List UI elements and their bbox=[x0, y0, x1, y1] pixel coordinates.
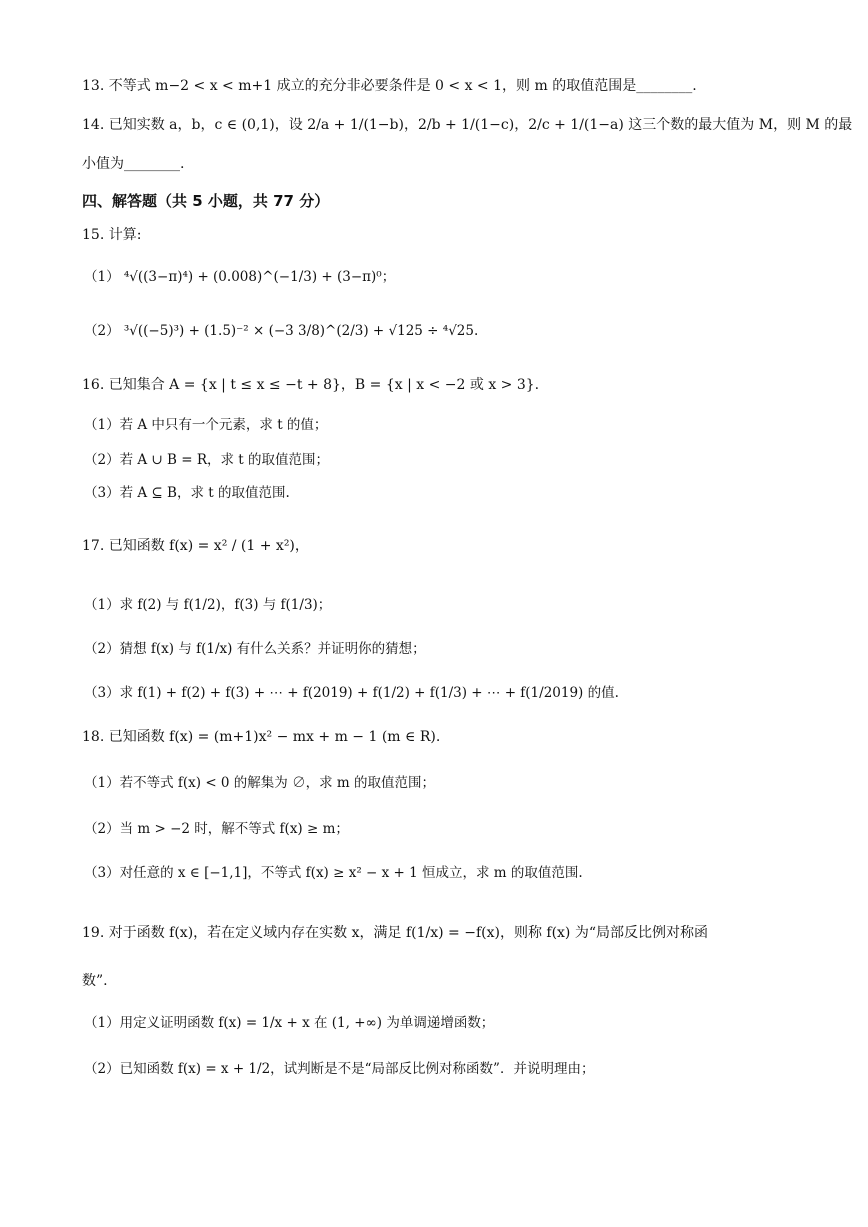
question-17-part-1: （1）求 f(2) 与 f(1/2)，f(3) 与 f(1/3)； bbox=[84, 597, 332, 613]
question-18-part-1: （1）若不等式 f(x) < 0 的解集为 ∅，求 m 的取值范围； bbox=[84, 775, 435, 791]
question-17-part-2: （2）猜想 f(x) 与 f(1/x) 有什么关系？并证明你的猜想； bbox=[84, 641, 426, 657]
question-13: 13. 不等式 m−2 < x < m+1 成立的充分非必要条件是 0 < x < 1，则 m 的取值范围是________. bbox=[82, 78, 697, 94]
question-17-stem: 17. 已知函数 f(x) = x² / (1 + x²)， bbox=[82, 538, 309, 554]
question-17-part-3: （3）求 f(1) + f(2) + f(3) + ⋯ + f(2019) + f(1/2) + f(1/3) + ⋯ + f(1/2019) 的值. bbox=[84, 685, 619, 701]
question-16-part-1: （1）若 A 中只有一个元素，求 t 的值； bbox=[84, 417, 328, 433]
section-4-heading: 四、解答题（共 5 小题，共 77 分） bbox=[82, 192, 330, 210]
question-14-line-2: 小值为________. bbox=[82, 156, 185, 172]
question-15-part-1: （1） ⁴√((3−π)⁴) + (0.008)^(−1/3) + (3−π)⁰； bbox=[84, 269, 396, 285]
question-15-stem: 15. 计算: bbox=[82, 227, 142, 243]
question-19-stem-line-1: 19. 对于函数 f(x)，若在定义域内存在实数 x，满足 f(1/x) = −f(x)，则称 f(x) 为“局部反比例对称函 bbox=[82, 925, 709, 941]
question-15-part-2: （2） ³√((−5)³) + (1.5)⁻² × (−3 3/8)^(2/3) + √125 ÷ ⁴√25. bbox=[84, 323, 479, 339]
question-18-part-3: （3）对任意的 x ∈ [−1,1]，不等式 f(x) ≥ x² − x + 1 恒成立，求 m 的取值范围. bbox=[84, 865, 583, 881]
question-16-part-2: （2）若 A ∪ B = R，求 t 的取值范围； bbox=[84, 452, 330, 468]
question-19-part-1: （1）用定义证明函数 f(x) = 1/x + x 在 (1, +∞) 为单调递增函数； bbox=[84, 1015, 495, 1031]
question-19-part-2: （2）已知函数 f(x) = x + 1/2，试判断是不是“局部反比例对称函数”．并说明理由； bbox=[84, 1061, 595, 1077]
question-16-stem: 16. 已知集合 A = {x | t ≤ x ≤ −t + 8}，B = {x | x < −2 或 x > 3}. bbox=[82, 377, 540, 393]
question-14-line-1: 14. 已知实数 a，b，c ∈ (0,1)，设 2/a + 1/(1−b)，2/b + 1/(1−c)，2/c + 1/(1−a) 这三个数的最大值为 M，则 M 的最 bbox=[82, 117, 853, 133]
question-19-stem-line-2: 数”. bbox=[82, 973, 108, 989]
question-18-stem: 18. 已知函数 f(x) = (m+1)x² − mx + m − 1 (m ∈ R). bbox=[82, 729, 441, 745]
question-18-part-2: （2）当 m > −2 时，解不等式 f(x) ≥ m； bbox=[84, 821, 349, 837]
question-16-part-3: （3）若 A ⊆ B，求 t 的取值范围. bbox=[84, 485, 290, 501]
